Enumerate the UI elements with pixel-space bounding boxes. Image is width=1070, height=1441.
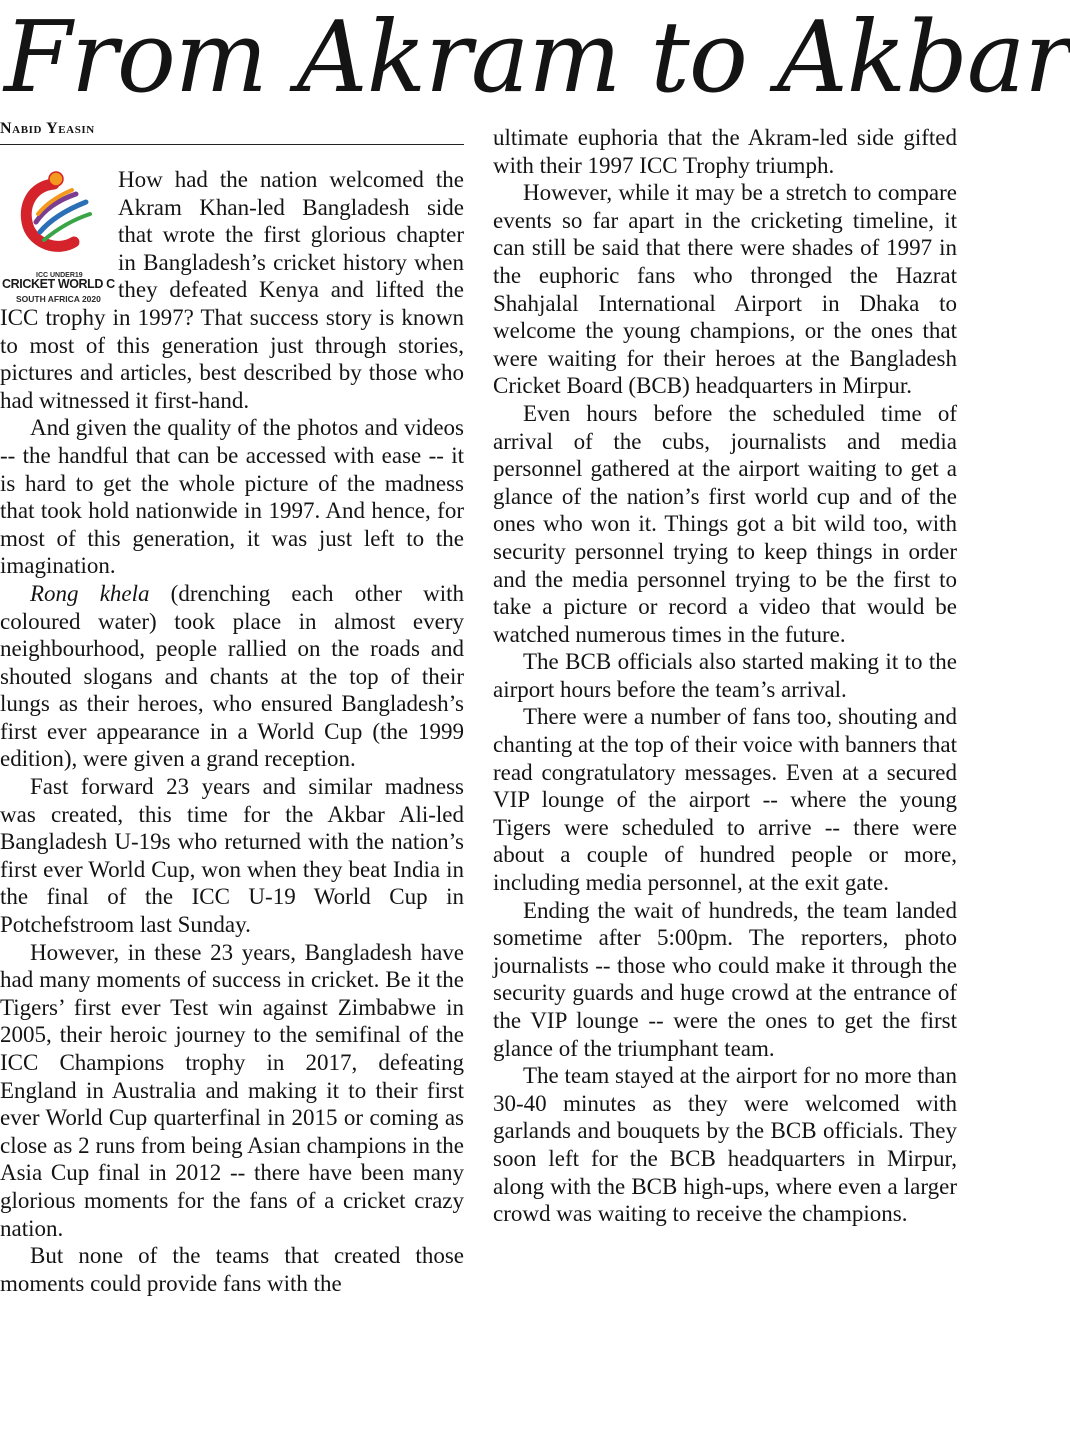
paragraph: There were a number of fans too, shouting and chanting at the top of their voice with banners that read congratulatory messages. Even at a secured VIP lounge of the airport -- where the young Tigers were scheduled to arrive -- there were about a couple of hundred people or more, including media personnel, at the exit gate. — [493, 704, 957, 896]
paragraph-text: (drenching each other with coloured water) took place in almost every neighbourhood, people rallied on the roads and shouted slogans and chants at the top of their lungs as their heroes, who ensured Bangladesh’s first ever appearance in a World Cup (the 1999 edition), were given a grand reception. — [0, 580, 465, 772]
logo-line-3: SOUTH AFRICA 2020 — [16, 294, 101, 304]
paragraph: The team stayed at the airport for no more than 30-40 minutes as they were welcomed with garlands and bouquets by the BCB officials. They soon left for the BCB headquarters in Mirpur, along with the BCB high-ups, where even a larger crowd was waiting to receive the champions. — [493, 1063, 957, 1227]
paragraph: Even hours before the scheduled time of arrival of the cubs, journalists and media personnel gathered at the airport waiting to get a glance of the nation’s first world cup and of the ones who won it. Things got a bit wild too, with security personnel trying to keep things in order and the media personnel trying to be the first to take a picture or record a video that would be watched numerous times in the future. — [493, 400, 957, 647]
paragraph: ultimate euphoria that the Akram-led side gifted with their 1997 ICC Trophy triumph. — [493, 125, 957, 178]
paragraph: The BCB officials also started making it to the airport hours before the team’s arrival. — [493, 649, 957, 702]
cricket-ball-logo-icon — [14, 170, 94, 260]
paragraph: Fast forward 23 years and similar madness was created, this time for the Akbar Ali-led Bangladesh U-19s who returned with the nation’s first ever World Cup, won when they beat India in the final of the ICC U-19 World Cup in Potchefstroom last Sunday. — [0, 774, 464, 938]
paragraph: However, in these 23 years, Bangladesh have had many moments of success in cricket. Be it the Tigers’ first ever Test win against Zimbabwe in 2005, their heroic journey to the semifinal of the ICC Champions trophy in 2017, defeating England in Australia and making it to their first ever World Cup quarterfinal in 2015 or coming as close as 2 runs from being Asian champions in the Asia Cup final in 2012 -- there have been many glorious moments for the fans of a cricket crazy nation. — [0, 939, 464, 1241]
left-column — [0, 166, 464, 1297]
byline: Nabid Yeasin — [0, 120, 464, 145]
paragraph: How had the nation welcomed the Akram Khan-led Bangladesh side that wrote the first glorious chapter in Bangladesh’s cricket history when they defeated Kenya and lifted the ICC trophy in 1997? That success story is known to most of this generation just through stories, pictures and articles, best described by those who had witnessed it first-hand. — [0, 167, 464, 413]
paragraph: But none of the teams that created those moments could provide fans with the — [0, 1243, 464, 1296]
logo-line-1: ICC UNDER19 — [36, 272, 83, 279]
headline: From Akram to Akbar — [4, 1, 1070, 115]
right-column — [493, 124, 957, 1228]
logo-line-2: CRICKET WORLD C — [2, 277, 115, 291]
paragraph: Ending the wait of hundreds, the team landed sometime after 5:00pm. The reporters, photo journalists -- those who could make it through the security guards and huge crowd at the entrance of the VIP lounge -- were the ones to get the first glance of the triumphant team. — [493, 897, 957, 1061]
paragraph — [0, 580, 464, 773]
italic-term: Rong khela — [30, 580, 150, 606]
paragraph: And given the quality of the photos and videos -- the handful that can be accessed with ease -- it is hard to get the whole picture of the madness that took hold nationwide in 1997. And hence, for most of this generation, it was just left to the imagination. — [0, 415, 464, 579]
icc-u19-world-cup-logo — [0, 170, 115, 304]
paragraph: However, while it may be a stretch to compare events so far apart in the cricketing timeline, it can still be said that there were shades of 1997 in the euphoric fans who thronged the Hazrat Shahjalal International Airport in Dhaka to welcome the young champions, or the ones that were waiting for their heroes at the Bangladesh Cricket Board (BCB) headquarters in Mirpur. — [493, 180, 957, 399]
